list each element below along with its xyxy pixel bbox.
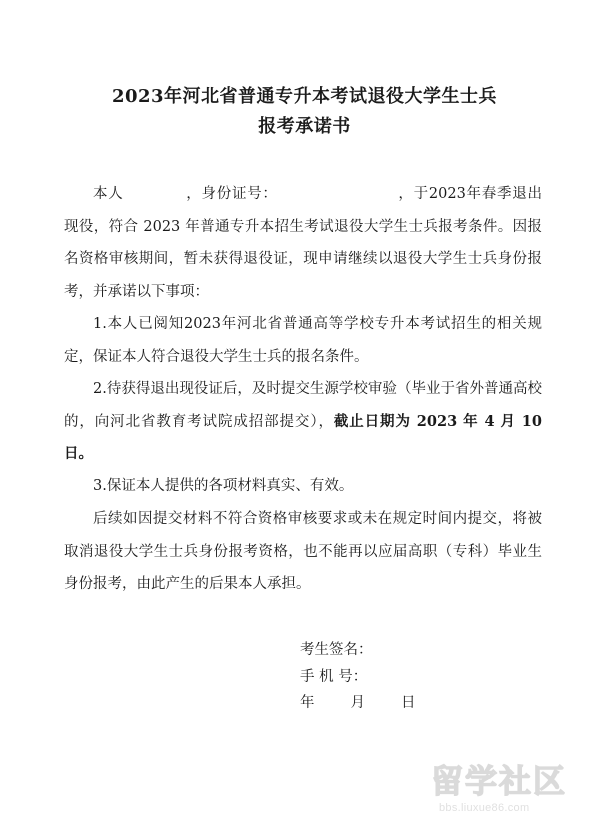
intro-text-rest: ，于2023年春季退出现役，符合 2023 年普通专升本招生考试退役大学生士兵报考条件。因报名资格审核期间，暂未获得退役证，现申请继续以退役大学生士兵身份报考，并承诺以下事项： bbox=[64, 186, 542, 300]
commitment-item-1: 1.本人已阅知2023年河北省普通高等学校专升本考试招生的相关规定，保证本人符合退役大学生士兵的报名条件。 bbox=[64, 316, 542, 365]
intro-paragraph bbox=[64, 178, 542, 308]
date-year: 年 bbox=[300, 695, 315, 711]
document-title-line1: 2023年河北省普通专升本考试退役大学生士兵 bbox=[111, 86, 498, 107]
document-title-line2: 报考承诺书 bbox=[258, 116, 351, 137]
intro-text-self: 本人 bbox=[93, 186, 124, 202]
watermark-logo bbox=[425, 760, 595, 800]
commitment-item-3: 3.保证本人提供的各项材料真实、有效。 bbox=[93, 478, 354, 494]
commitment-item-2 bbox=[64, 373, 542, 471]
svg-text:留学社区: 留学社区 bbox=[431, 762, 568, 800]
date-day: 日 bbox=[401, 695, 416, 711]
intro-text-id: ，身份证号： bbox=[185, 186, 278, 202]
watermark-url: bbs.liuxue86.com bbox=[439, 802, 530, 814]
item2-text: 2.待获得退出现役证后，及时提交生源学校审验（毕业于省外普通高校的，向河北省教育考试院成招部提交）， bbox=[64, 381, 542, 430]
deadline-text: 截止日期为 2023 年 4 月 10 日。 bbox=[64, 412, 542, 462]
signature-name-label: 考生签名： bbox=[300, 642, 373, 658]
site-watermark bbox=[425, 760, 595, 820]
date-month: 月 bbox=[350, 695, 365, 711]
signature-phone-label: 手 机 号： bbox=[300, 669, 368, 685]
closing-paragraph: 后续如因提交材料不符合资格审核要求或未在规定时间内提交，将被取消退役大学生士兵身份报考资格，也不能再以应届高职（专科）毕业生身份报考，由此产生的后果本人承担。 bbox=[64, 511, 542, 592]
signature-date bbox=[300, 693, 416, 713]
